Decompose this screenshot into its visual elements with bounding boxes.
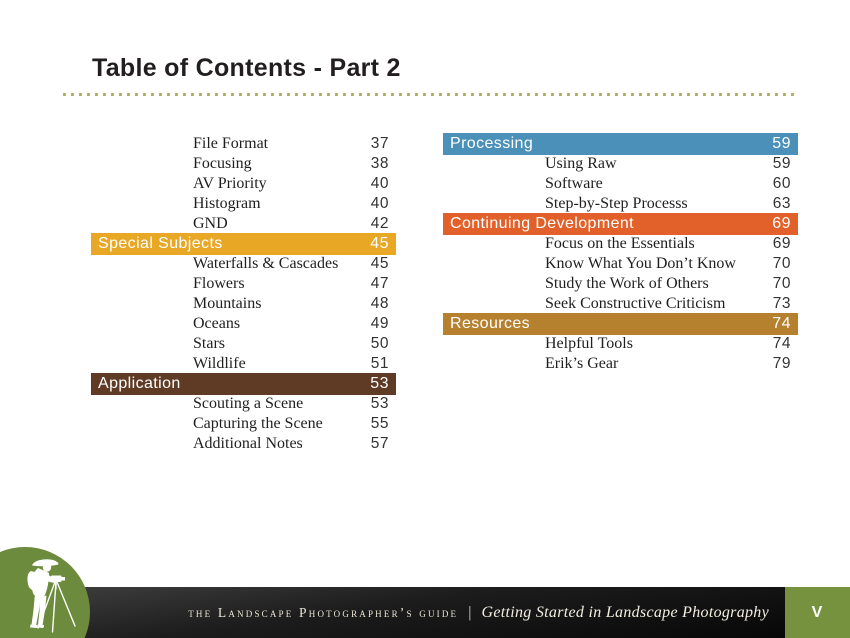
toc-row	[443, 194, 798, 214]
toc-row	[91, 434, 396, 454]
toc-page-number: 79	[772, 355, 791, 372]
toc-entry-label: Capturing the Scene	[193, 415, 323, 432]
toc-row	[91, 414, 396, 434]
toc-page-number: 53	[370, 375, 389, 392]
toc-page-number: 42	[370, 215, 389, 232]
toc-entry-label: GND	[193, 215, 228, 232]
toc-entry-label: Helpful Tools	[545, 335, 633, 352]
toc-page-number: 38	[370, 155, 389, 172]
toc-row	[443, 354, 798, 374]
toc-page-number: 37	[370, 135, 389, 152]
toc-page-number: 74	[772, 315, 791, 332]
toc-page-number: 49	[370, 315, 389, 332]
toc-page-number: 45	[370, 255, 389, 272]
toc-page-number: 73	[772, 295, 791, 312]
toc-entry-label: Focusing	[193, 155, 252, 172]
toc-page-number: 69	[772, 235, 791, 252]
toc-page-number: 63	[772, 195, 791, 212]
toc-section-header	[91, 373, 396, 395]
toc-row	[91, 394, 396, 414]
toc-entry-label: Erik’s Gear	[545, 355, 619, 372]
toc-entry-label: Mountains	[193, 295, 262, 312]
toc-section-header	[443, 133, 798, 155]
series-title: the Landscape Photographer’s guide	[188, 604, 459, 620]
toc-row	[443, 274, 798, 294]
toc-entry-label: File Format	[193, 135, 269, 152]
toc-row	[91, 354, 396, 374]
toc-row	[91, 134, 396, 154]
toc-page-number: 53	[370, 395, 389, 412]
toc-entry-label: Waterfalls & Cascades	[193, 255, 339, 272]
toc-page-number: 40	[370, 195, 389, 212]
toc-page-number: 40	[370, 175, 389, 192]
toc-row	[91, 174, 396, 194]
toc-entry-label: Software	[545, 175, 603, 192]
dotted-divider	[63, 93, 798, 96]
toc-entry-label: Step-by-Step Processs	[545, 195, 688, 212]
toc-page-number: 60	[772, 175, 791, 192]
toc-section-label: Special Subjects	[98, 235, 223, 252]
toc-section-label: Application	[98, 375, 181, 392]
toc-page-number: 55	[370, 415, 389, 432]
toc-section-label: Continuing Development	[450, 215, 635, 232]
toc-entry-label: Stars	[193, 335, 225, 352]
toc-section-header	[91, 233, 396, 255]
toc-entry-label: Scouting a Scene	[193, 395, 304, 412]
toc-entry-label: Using Raw	[545, 155, 617, 172]
toc-row	[91, 294, 396, 314]
toc-page-number: 50	[370, 335, 389, 352]
toc-row	[443, 334, 798, 354]
toc-entry-label: Focus on the Essentials	[545, 235, 695, 252]
toc-section-label: Processing	[450, 135, 534, 152]
toc-page-number: 51	[370, 355, 389, 372]
toc-page-number: 70	[772, 255, 791, 272]
toc-entry-label: Study the Work of Others	[545, 275, 709, 292]
toc-row	[91, 194, 396, 214]
footer-separator: |	[468, 603, 472, 621]
toc-row	[91, 274, 396, 294]
toc-page-number: 59	[772, 135, 791, 152]
toc-row	[443, 294, 798, 314]
toc-row	[91, 154, 396, 174]
toc-section-label: Resources	[450, 315, 531, 332]
toc-page-number: 70	[772, 275, 791, 292]
toc-page-number: 69	[772, 215, 791, 232]
toc-row	[91, 214, 396, 234]
book-title: Getting Started in Landscape Photography	[481, 603, 769, 621]
toc-row	[443, 254, 798, 274]
toc-row	[443, 154, 798, 174]
footer-bar	[0, 587, 785, 638]
toc-page-number: 57	[370, 435, 389, 452]
toc-entry-label: Histogram	[193, 195, 261, 212]
page-number: V	[811, 603, 824, 621]
toc-row	[443, 174, 798, 194]
toc-entry-label: Additional Notes	[193, 435, 303, 452]
toc-entry-label: Wildlife	[193, 355, 246, 372]
photographer-with-tripod-icon	[24, 554, 84, 634]
toc-section-header	[443, 213, 798, 235]
toc-page-number: 48	[370, 295, 389, 312]
toc-row	[91, 334, 396, 354]
toc-page-number: 47	[370, 275, 389, 292]
toc-entry-label: Flowers	[193, 275, 245, 292]
toc-page-number: 74	[772, 335, 791, 352]
toc-page-number: 45	[370, 235, 389, 252]
toc-entry-label: AV Priority	[193, 175, 267, 192]
toc-row	[91, 314, 396, 334]
toc-column-right	[443, 134, 798, 374]
toc-entry-label: Know What You Don’t Know	[545, 255, 736, 272]
toc-section-header	[443, 313, 798, 335]
toc-row	[443, 234, 798, 254]
page-number-box	[785, 587, 850, 638]
toc-row	[91, 254, 396, 274]
toc-entry-label: Oceans	[193, 315, 241, 332]
toc-column-left	[91, 134, 396, 454]
page-title: Table of Contents - Part 2	[92, 54, 401, 82]
toc-page-number: 59	[772, 155, 791, 172]
toc-entry-label: Seek Constructive Criticism	[545, 295, 726, 312]
